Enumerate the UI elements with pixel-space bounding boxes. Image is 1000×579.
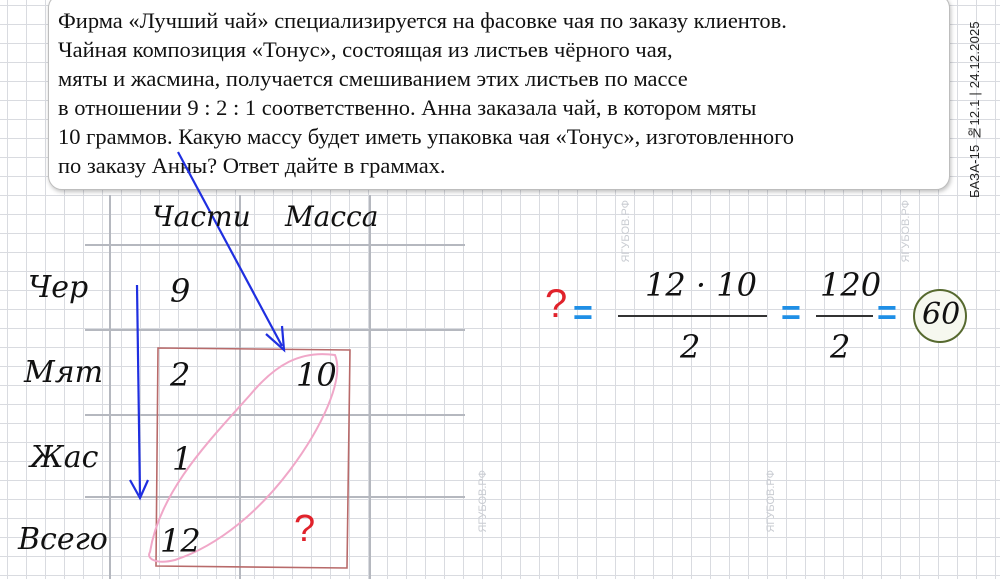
parts-mint: 2 (170, 356, 191, 394)
watermark: ЯГУБОВ.РФ (620, 200, 632, 263)
problem-line: по заказу Анны? Ответ дайте в граммах. (58, 153, 446, 178)
row-label-jasmine: Жас (30, 440, 99, 475)
task-id-label: БАЗА-15 №12.1 | 24.12.2025 (967, 21, 982, 198)
equals-sign: = (877, 294, 897, 332)
watermark: ЯГУБОВ.РФ (900, 200, 912, 263)
row-label-black: Чер (28, 270, 89, 305)
problem-line: Чайная композиция «Тонус», состоящая из листьев чёрного чая, (58, 37, 673, 62)
problem-line: Фирма «Лучший чай» специализируется на фасовке чая по заказу клиентов. (58, 8, 787, 33)
parts-total: 12 (160, 522, 201, 560)
equals-sign: = (573, 294, 593, 332)
problem-line: мяты и жасмина, получается смешиванием этих листьев по массе (58, 66, 688, 91)
header-mass: Масса (285, 200, 379, 233)
denominator-2: 2 (830, 328, 851, 366)
row-label-total: Всего (18, 522, 108, 557)
parts-black: 9 (170, 272, 191, 310)
watermark: ЯГУБОВ.РФ (477, 470, 489, 533)
answer-value: 60 (922, 297, 961, 332)
denominator-1: 2 (680, 328, 701, 366)
watermark: ЯГУБОВ.РФ (765, 470, 777, 533)
parts-jasmine: 1 (172, 440, 193, 478)
equals-sign: = (781, 294, 801, 332)
problem-line: 10 граммов. Какую массу будет иметь упаковка чая «Тонус», изготовленного (58, 124, 794, 149)
mass-mint: 10 (296, 356, 337, 394)
table-grid (85, 195, 465, 579)
numerator-1: 12 · 10 (645, 266, 757, 304)
unknown-mark: ? (545, 282, 568, 326)
arrow-to-mint-mass (178, 152, 284, 350)
header-parts: Части (152, 200, 251, 233)
problem-line: в отношении 9 : 2 : 1 соответственно. Анна заказала чай, в котором мяты (58, 95, 757, 120)
numerator-2: 120 (820, 266, 882, 304)
mass-total-unknown: ? (294, 508, 316, 550)
row-label-mint: Мят (24, 355, 104, 390)
arrow-parts-sum (130, 285, 148, 498)
